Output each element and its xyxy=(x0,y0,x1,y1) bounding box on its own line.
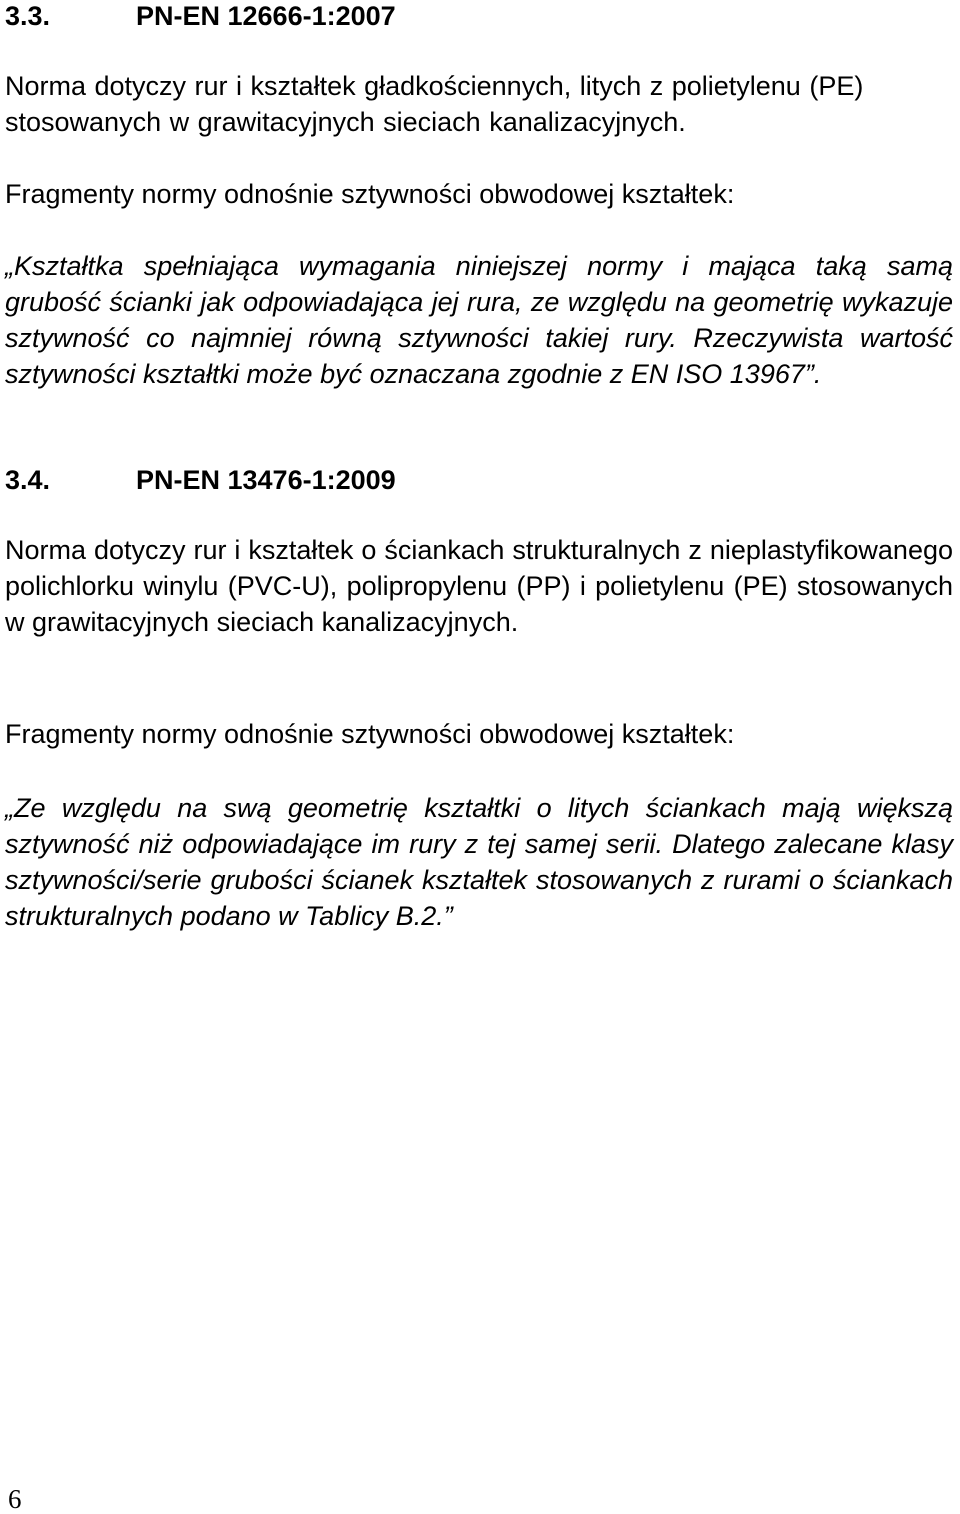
section-title: PN-EN 12666-1:2007 xyxy=(136,1,396,31)
section-description: Norma dotyczy rur i kształtek o ściankach strukturalnych z nieplastyfikowanego polichlorku winylu (PVC-U), polipropylenu (PP) i polietylenu (PE) stosowanych w grawitacyjnych sieciach kanalizacyjnych. xyxy=(5,535,953,637)
section-heading-3-3 xyxy=(5,0,396,34)
section-number: 3.4. xyxy=(5,465,51,495)
norm-quote: „Ze względu na swą geometrię kształtki o litych ściankach mają większą sztywność niż odpowiadające im rury z tej samej serii. Dlatego zalecane klasy sztywności/serie grubości ścianek kształtek stosowanych z rurami o ściankach strukturalnych podano w Tablicy B.2.” xyxy=(5,793,953,931)
section-number: 3.3. xyxy=(5,1,51,31)
page-number: 6 xyxy=(8,1484,22,1514)
fragments-intro: Fragmenty normy odnośnie sztywności obwodowej kształtek: xyxy=(5,719,735,749)
section-title: PN-EN 13476-1:2009 xyxy=(136,465,396,495)
fragments-intro: Fragmenty normy odnośnie sztywności obwodowej kształtek: xyxy=(5,179,735,209)
section-heading-3-4 xyxy=(5,462,396,498)
norm-quote: „Kształtka spełniająca wymagania niniejszej normy i mająca taką samą grubość ścianki jak odpowiadająca jej rura, ze względu na geometrię wykazuje sztywność co najmniej równą sztywności takiej rury. Rzeczywista wartość sztywności kształtki może być oznaczana zgodnie z EN ISO 13967”. xyxy=(5,251,953,389)
section-description: Norma dotyczy rur i kształtek gładkościennych, litych z polietylenu (PE) stosowanych w grawitacyjnych sieciach kanalizacyjnych. xyxy=(5,71,864,137)
